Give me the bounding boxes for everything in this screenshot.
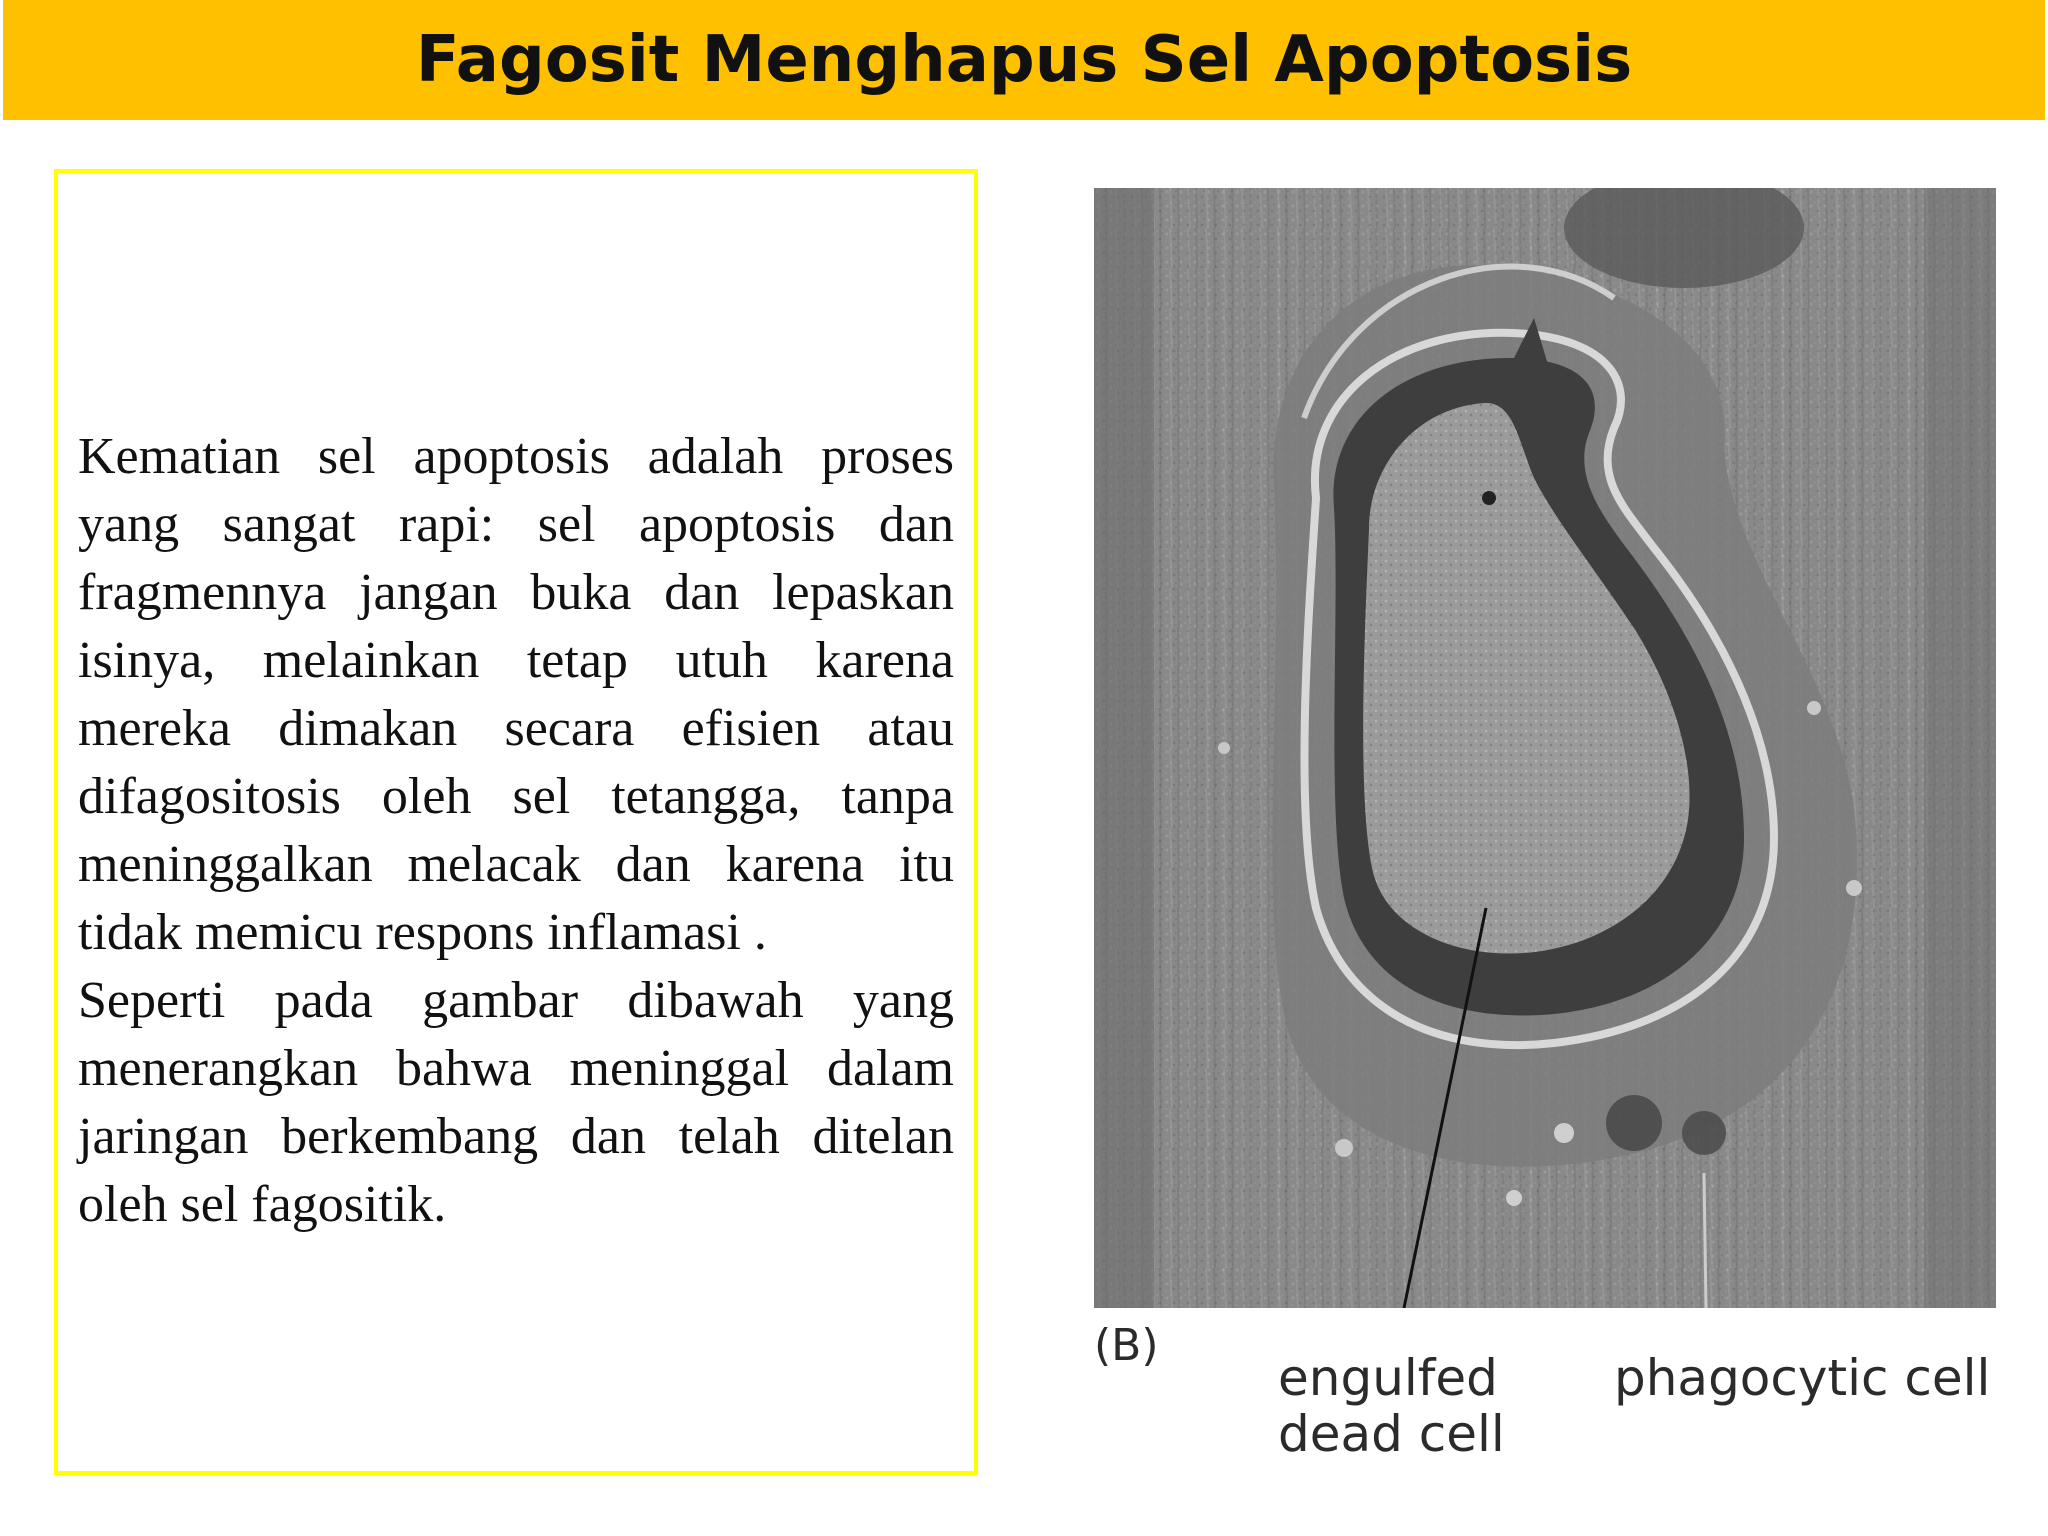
paragraph-apoptosis: Kematian sel apoptosis adalah proses yang sangat rapi: sel apoptosis dan fragmennya jangan buka dan lepaskan isinya, melainkan tetap utuh karena mereka dimakan secara efisien atau difagositosis oleh sel tetangga, tanpa meninggalkan melacak dan karena itu tidak memicu respons inflamasi .: [78, 428, 954, 961]
panel-label-b: (B): [1094, 1320, 1159, 1371]
label-engulfed-dead-cell: [1278, 1350, 1508, 1462]
label-phagocytic-cell: phagocytic cell: [1614, 1349, 1991, 1407]
text-panel: [54, 169, 978, 1475]
paragraph-figure-description: Seperti pada gambar dibawah yang menerangkan bahwa meninggal dalam jaringan berkembang dan telah ditelan oleh sel fagositik.: [78, 972, 954, 1233]
phagocytic-leader-line: [1704, 1173, 1706, 1308]
micrograph-figure: [1088, 170, 2008, 1480]
electron-micrograph-image: [1094, 188, 1996, 1308]
text-content: [78, 423, 954, 1239]
label-engulfed-line2: dead cell: [1278, 1405, 1505, 1463]
title-banner: [3, 0, 2045, 120]
page-title: Fagosit Menghapus Sel Apoptosis: [415, 23, 1633, 97]
label-engulfed-line1: engulfed: [1278, 1349, 1498, 1407]
